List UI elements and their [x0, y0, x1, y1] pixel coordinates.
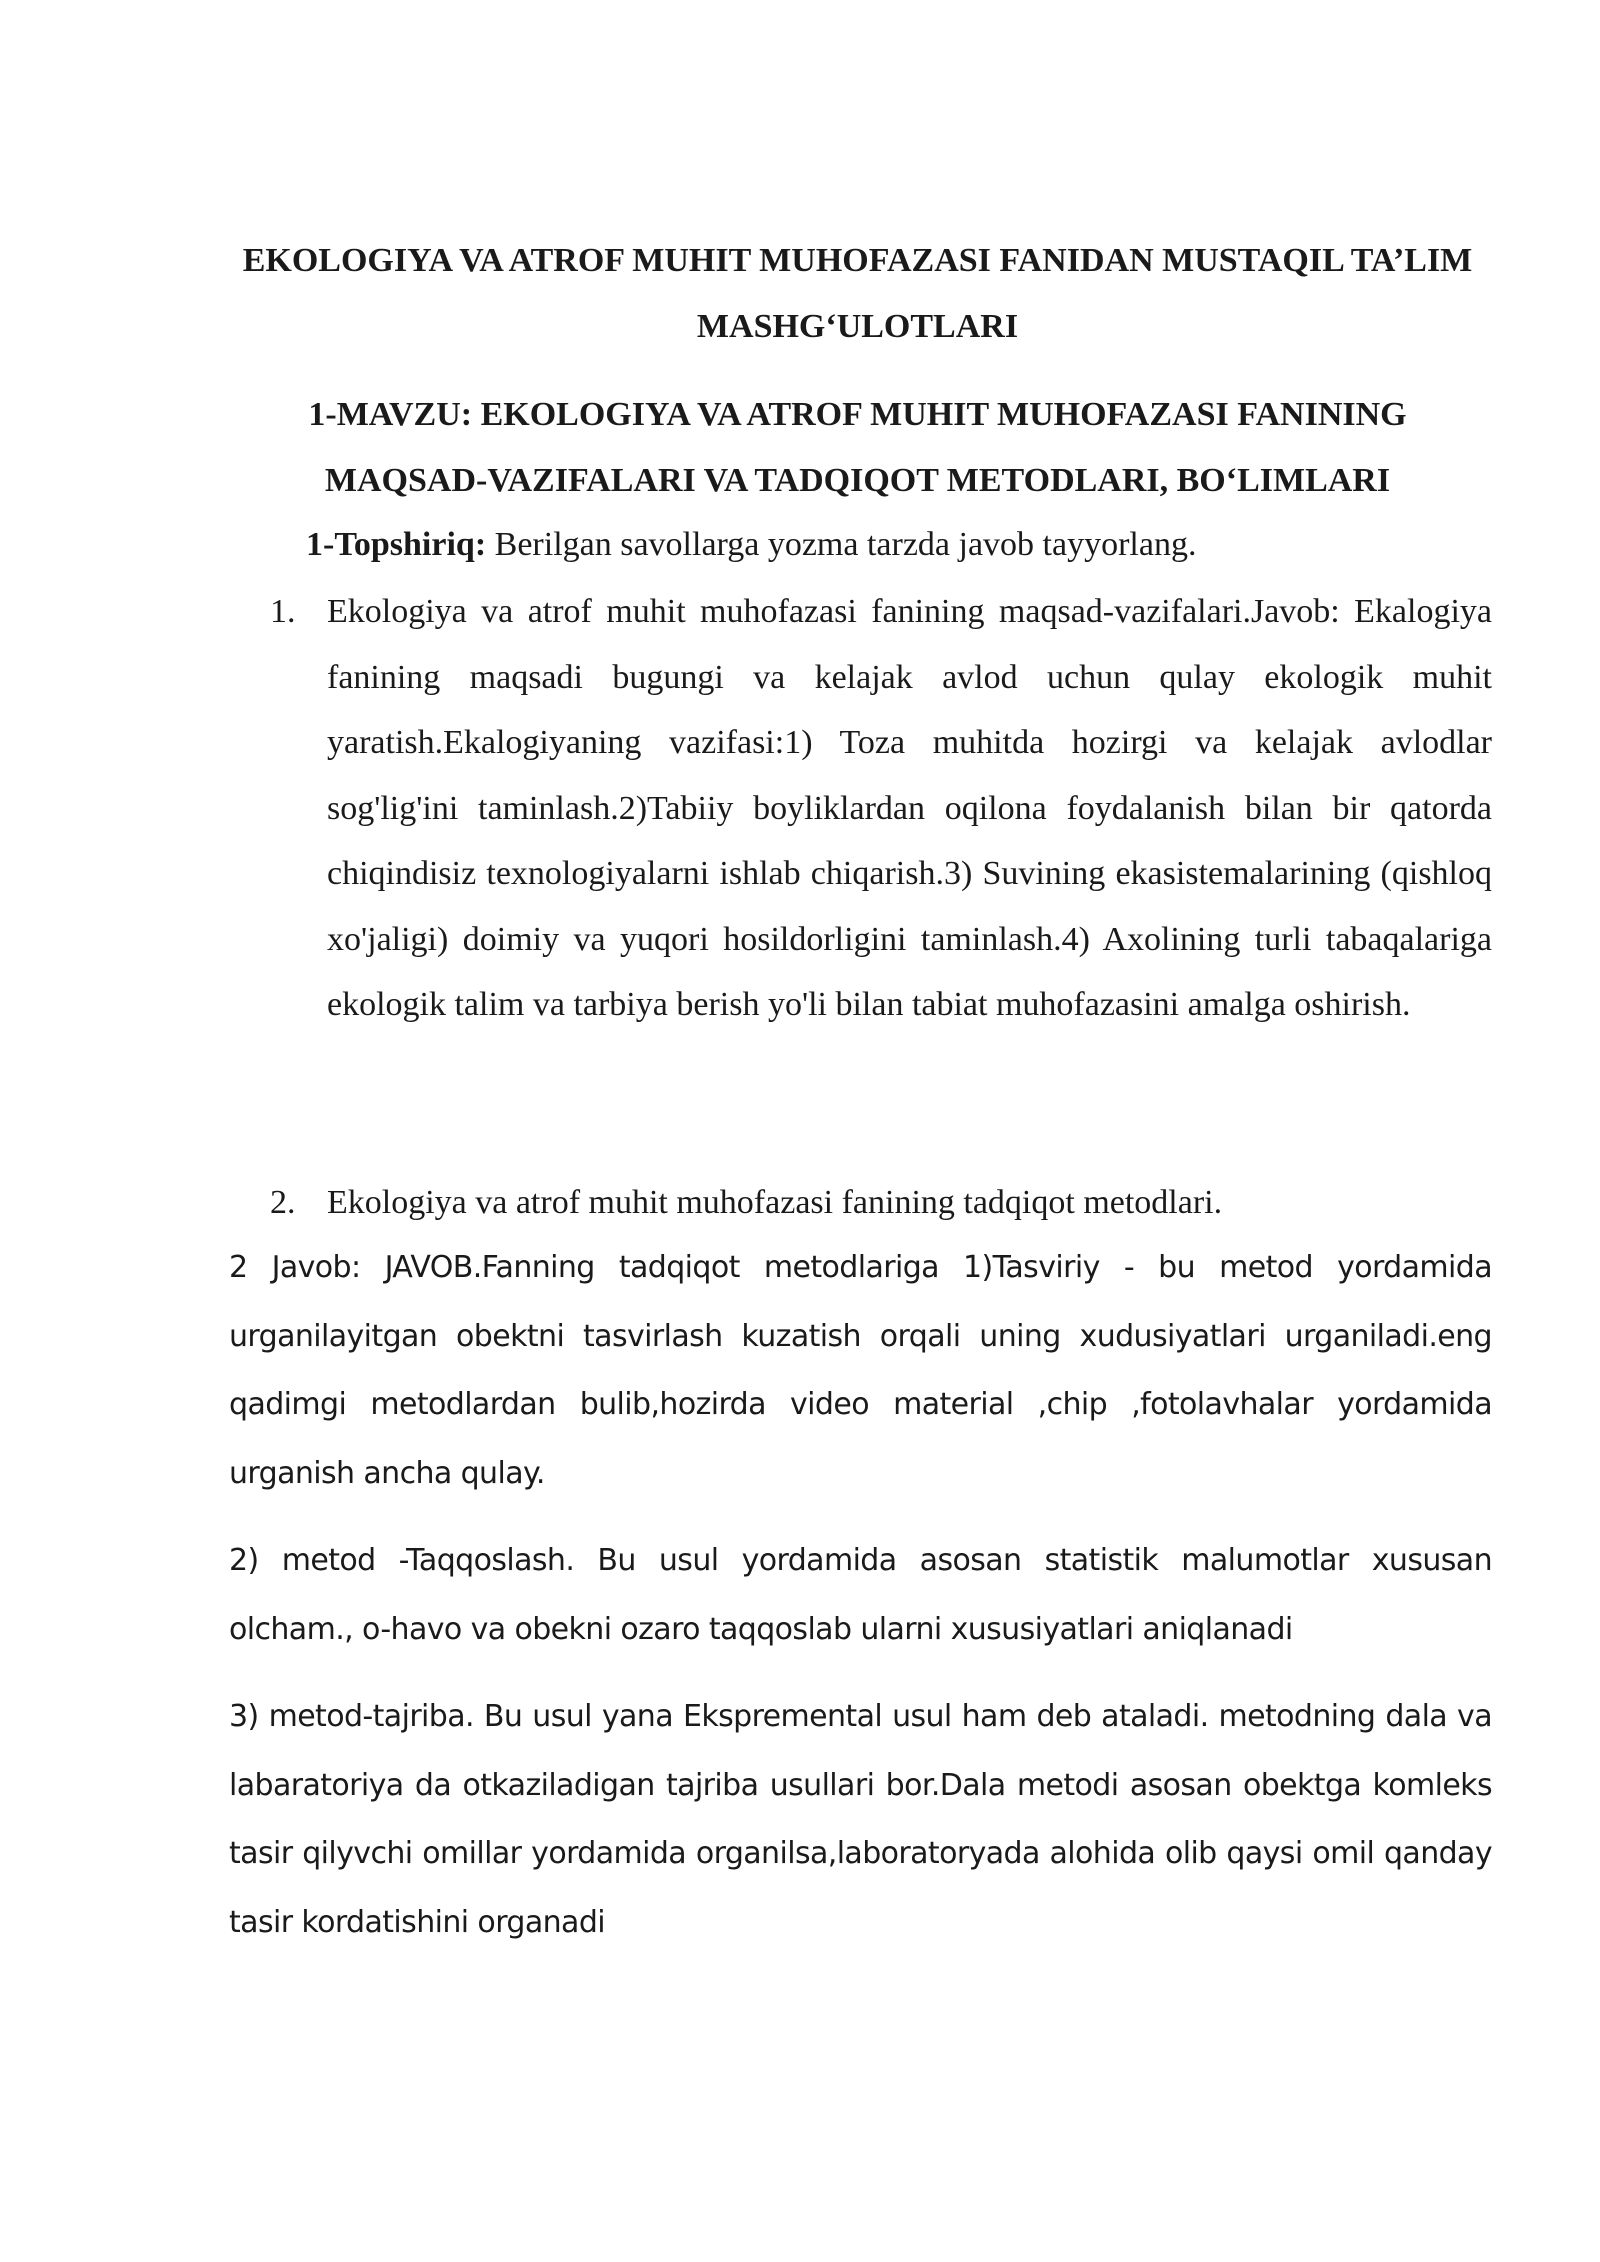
task-label: 1-Topshiriq:	[306, 526, 487, 563]
answer-paragraph: 2) metod -Taqqoslash. Bu usul yordamida asosan statistik malumotlar xususan olcham., o-havo va obekni ozaro taqqoslab ularni xususiyatlari aniqlanadi	[229, 1543, 1492, 1647]
task-text: Berilgan savollarga yozma tarzda javob tayyorlang.	[486, 526, 1197, 563]
answer-paragraph: 3) metod-tajriba. Bu usul yana Ekspremental usul ham deb ataladi. metodning dala va labaratoriya da otkaziladigan tajriba usullari bor.Dala metodi asosan obektga komleks tasir qilyvchi omillar yordamida organilsa,laboratoryada alohida olib qaysi omil qanday tasir kordatishini organadi	[229, 1699, 1492, 1940]
question-text: Ekologiya va atrof muhit muhofazasi fanining maqsad-vazifalari.Javob: Ekalogiya fanining maqsadi bugungi va kelajak avlod uchun qulay ekologik muhit yaratish.Ekalogiyaning vazifasi:1) Toza muhitda hozirgi va kelajak avlodlar sog'lig'ini taminlash.2)Tabiiy boyliklardan oqilona foydalanish bilan bir qatorda chiqindisiz texnologiyalarni ishlab chiqarish.3) Suvining ekasistemalarining (qishloq xo'jaligi) doimiy va yuqori hosildorligini taminlash.4) Axolining turli tabaqalariga ekologik talim va tarbiya berish yo'li bilan tabiat muhofazasini amalga oshirish.	[327, 593, 1492, 1023]
question-item	[270, 579, 1492, 1038]
task-instruction	[306, 512, 1486, 578]
question-number: 2.	[270, 1184, 296, 1221]
document-title: EKOLOGIYA VA ATROF MUHIT MUHOFAZASI FANIDAN MUSTAQIL TA’LIM MASHG‘ULOTLARI	[242, 242, 1473, 345]
question-number: 1.	[270, 593, 296, 630]
topic-title: 1-MAVZU: EKOLOGIYA VA ATROF MUHIT MUHOFAZASI FANINING MAQSAD-VAZIFALARI VA TADQIQOT METODLARI, BO‘LIMLARI	[308, 396, 1407, 499]
answer-paragraph: 2 Javob: JAVOB.Fanning tadqiqot metodlariga 1)Tasviriy - bu metod yordamida urganilayitgan obektni tasvirlash kuzatish orqali uning xudusiyatlari urganiladi.eng qadimgi metodlardan bulib,hozirda video material ,chip ,fotolavhalar yordamida urganish ancha qulay.	[229, 1250, 1492, 1491]
question-text: Ekologiya va atrof muhit muhofazasi fanining tadqiqot metodlari.	[327, 1184, 1223, 1221]
question-item	[270, 1170, 1492, 1236]
